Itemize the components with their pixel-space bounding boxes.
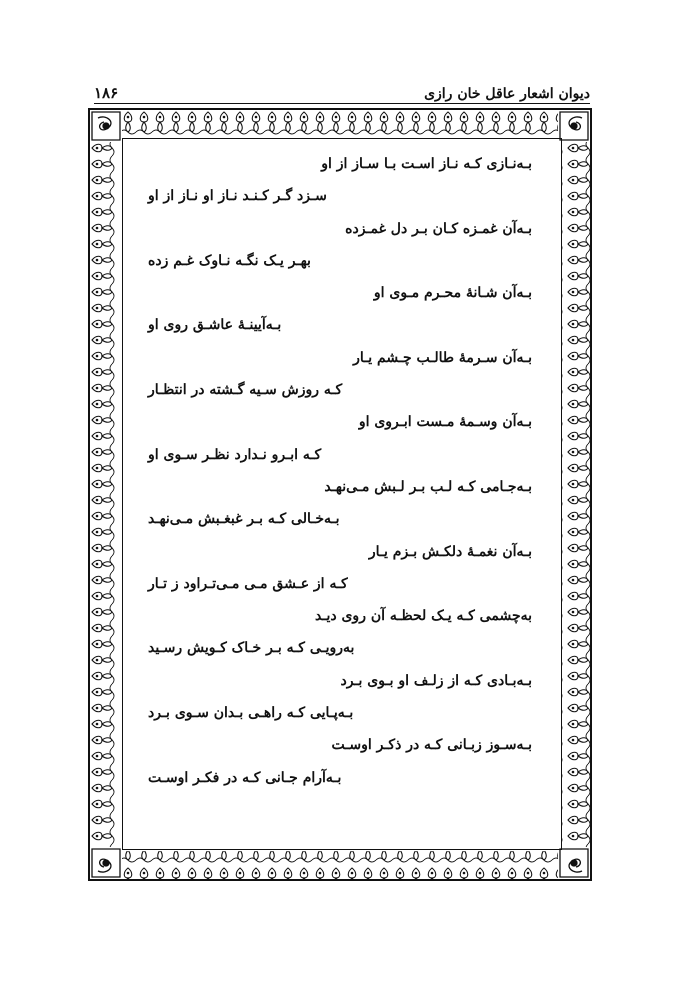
- poem-line: به‌چشمی کـه یـک لحظـه آن روی دیـد: [315, 608, 532, 625]
- poem-line: کـه روزش سـیه گـشته در انتظـار: [148, 382, 343, 399]
- poem-line: به‌رویـی کـه بـر خـاک کـویش رسـید: [148, 640, 355, 657]
- poem-line: سـزد گـر کـنـد نـاز او نـاز از او: [148, 188, 327, 205]
- poem-line: بـه‌نـازی کـه نـاز اسـت بـا سـاز از او: [321, 156, 532, 172]
- page-header: [94, 80, 590, 102]
- poem-line: بـه‌آن شـانهٔ محـرم مـوی او: [373, 285, 532, 302]
- poem-line: کـه ابـرو نـدارد نظـر سـوی او: [148, 446, 322, 463]
- poem-line: بـه‌آن غمـزه کـان بـر دل غمـزده: [345, 220, 532, 237]
- header-rule: [94, 103, 590, 104]
- poem-line: بـه‌آیینـهٔ عاشـق روی او: [148, 317, 282, 334]
- poem-line: بـه‌جـامی کـه لـب بـر لـبش مـی‌نهـد: [324, 478, 532, 495]
- poem-line: بـه‌پـایی کـه راهـی بـدان سـوی بـرد: [148, 705, 354, 722]
- poem-line: بـه‌بـادی کـه از زلـف او بـوی بـرد: [340, 672, 532, 689]
- poem-line: بـه‌سـوز زبـانی کـه در ذکـر اوسـت: [331, 737, 532, 754]
- poem-line: بـه‌آرام جـانی کـه در فکـر اوسـت: [148, 769, 342, 786]
- poem-line: بـه‌آن نغمـهٔ دلکـش بـزم یـار: [368, 543, 532, 560]
- page-number: ۱۸۶: [94, 84, 119, 102]
- poem-line: بـه‌آن وسـمهٔ مـست ابـروی او: [358, 414, 532, 431]
- poem-body: [140, 148, 540, 794]
- running-title: دیوان اشعار عاقل خان رازی: [424, 86, 590, 102]
- poem-line: کـه از عـشق مـی مـی‌تـراود ز تـار: [148, 575, 348, 592]
- poem-line: بـه‌آن سـرمهٔ طالـب چـشم یـار: [353, 349, 532, 366]
- poem-line: بـه‌خـالی کـه بـر غبغـبش مـی‌نهـد: [148, 511, 340, 528]
- poem-line: بهـر یـک نگـه نـاوک غـم زده: [148, 252, 311, 269]
